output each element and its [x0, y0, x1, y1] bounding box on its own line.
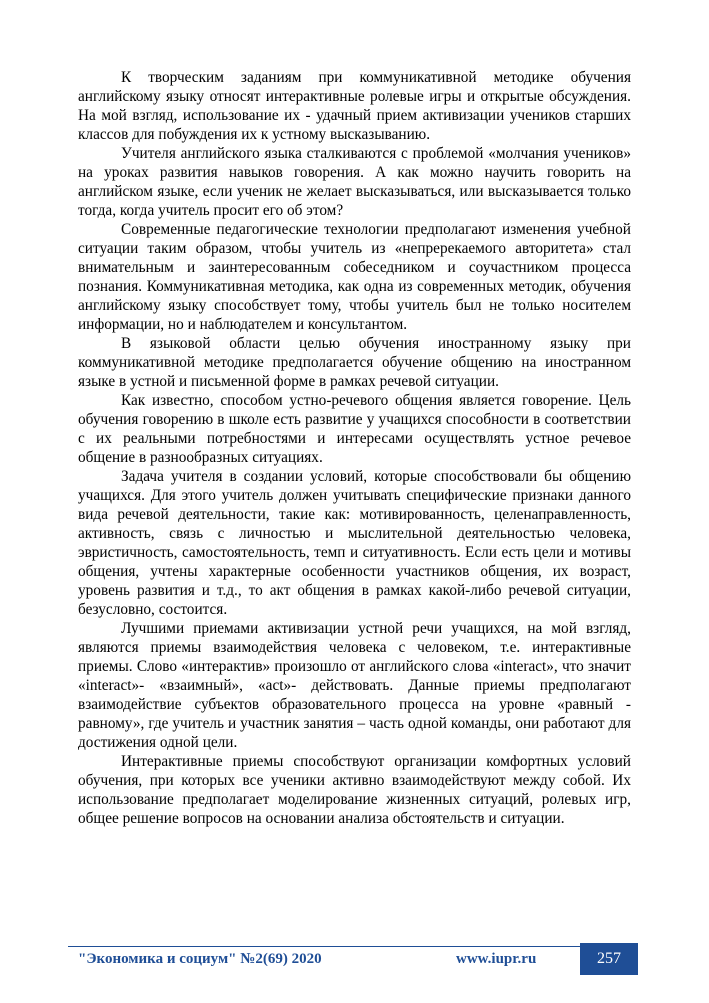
paragraph: К творческим заданиям при коммуникативной методике обучения английскому языку относят интерактивные ролевые игры и открытые обсуждения. На мой взгляд, использование их - удачный прием активизации учеников старших классов для побуждения их к устному высказыванию. — [78, 69, 631, 143]
paragraph: Как известно, способом устно-речевого общения является говорение. Цель обучения говорению в школе есть развитие у учащихся способности в соответствии с их реальными потребностями и интересами осуществлять устное речевое общение в разнообразных ситуациях. — [78, 392, 631, 466]
paragraph: Задача учителя в создании условий, которые способствовали бы общению учащихся. Для этого учитель должен учитывать специфические признаки данного вида речевой деятельности, такие как: мотивированность, целенаправленность, активность, связь с личностью и мыслительной деятельностью человека, эвристичность, самостоятельность, темп и ситуативность. Если есть цели и мотивы общения, учтены характерные особенности участников общения, их возраст, уровень развития и т.д., то акт общения в рамках какой-либо речевой ситуации, безусловно, состоится. — [78, 468, 631, 618]
footer-divider — [68, 946, 580, 947]
paragraph: Лучшими приемами активизации устной речи учащихся, на мой взгляд, являются приемы взаимодействия человека с человеком, т.е. интерактивные приемы. Слово «интерактив» произошло от английского слова «interact», что значит «interact»- «взаимный», «act»- действовать. Данные приемы предполагают взаимодействие субъектов образовательного процесса на уровне «равный - равному», где учитель и участник занятия – часть одной команды, они работают для достижения одной цели. — [78, 620, 631, 751]
page-number: 257 — [597, 950, 621, 967]
journal-url: www.iupr.ru — [456, 951, 537, 967]
paragraph: В языковой области целью обучения иностранному языку при коммуникативной методике предполагается обучение общению на иностранном языке в устной и письменной форме в рамках речевой ситуации. — [78, 335, 631, 390]
article-body — [78, 68, 631, 828]
journal-title: "Экономика и социум" №2(69) 2020 — [78, 951, 322, 967]
paragraph: Современные педагогические технологии предполагают изменения учебной ситуации таким образом, чтобы учитель из «непререкаемого авторитета» стал внимательным и заинтересованным собеседником и соучастником процесса познания. Коммуникативная методика, как одна из современных методик, обучения английскому языку способствует тому, чтобы учитель был не только носителем информации, но и наблюдателем и консультантом. — [78, 221, 631, 333]
paragraph: Учителя английского языка сталкиваются с проблемой «молчания учеников» на уроках развития навыков говорения. А как можно научить говорить на английском языке, если ученик не желает высказываться, или высказывается только тогда, когда учитель просит его об этом? — [78, 145, 631, 219]
page-number-badge — [580, 943, 638, 975]
paragraph: Интерактивные приемы способствуют организации комфортных условий обучения, при которых все ученики активно взаимодействуют между собой. Их использование предполагает моделирование жизненных ситуаций, ролевых игр, общее решение вопросов на основании анализа обстоятельств и ситуации. — [78, 753, 631, 827]
